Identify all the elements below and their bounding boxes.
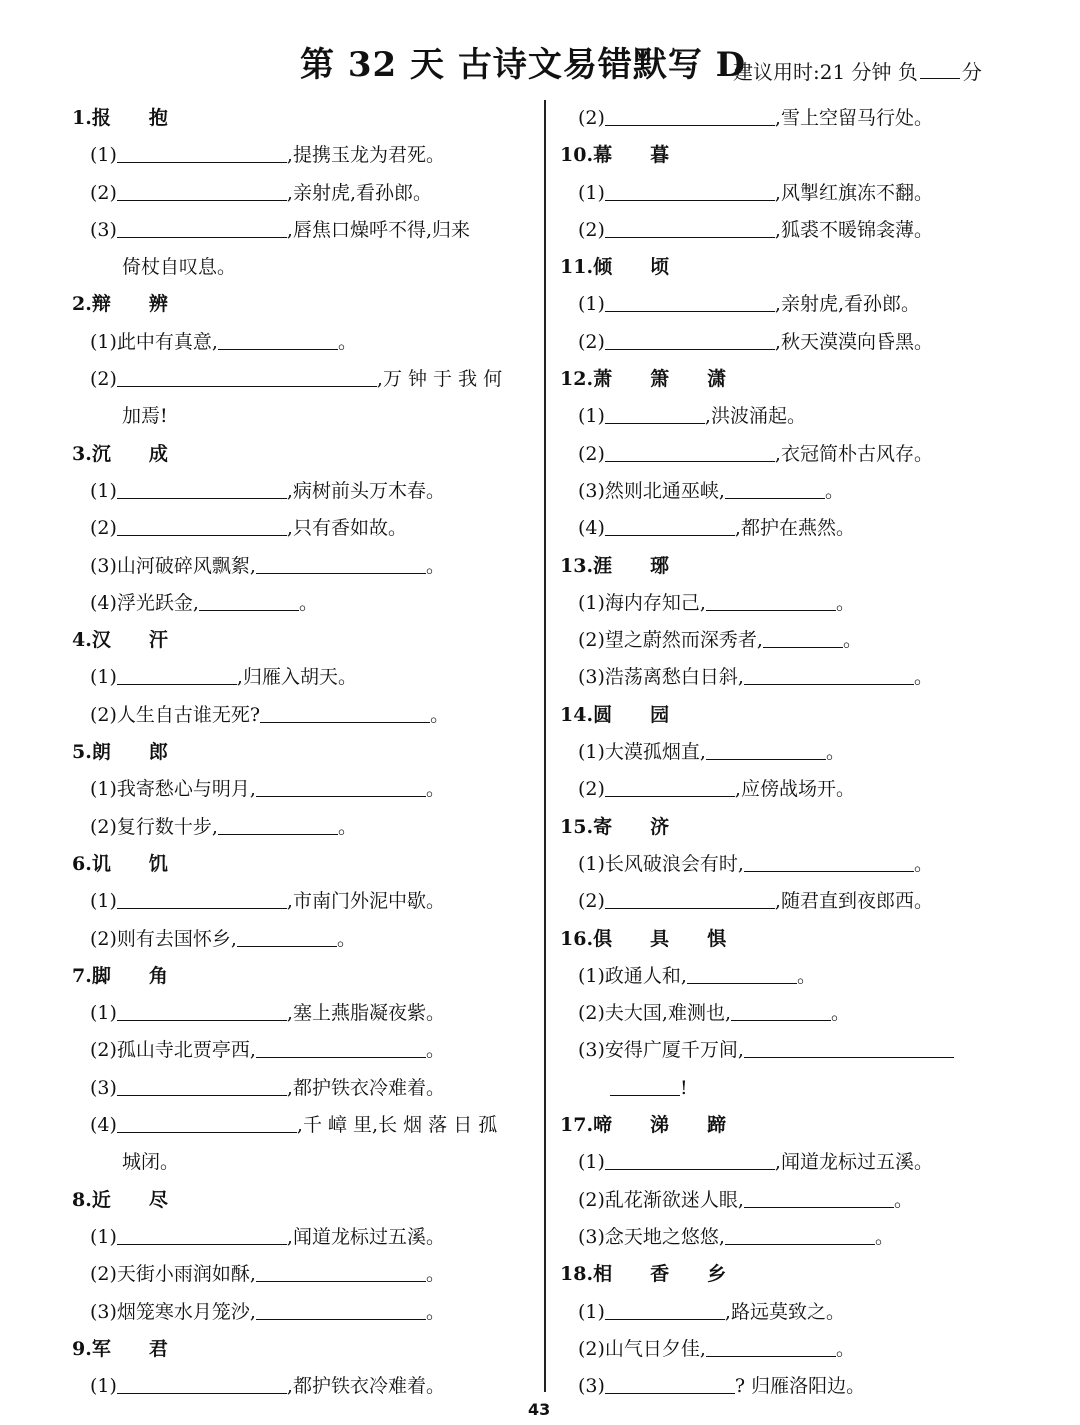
after-text: ,归雁入胡天。 bbox=[236, 666, 357, 689]
answer-blank[interactable] bbox=[687, 961, 797, 984]
after-text: ,衣冠简朴古风存。 bbox=[774, 442, 933, 465]
question-number: 11. bbox=[560, 256, 594, 279]
sub-question-label: (2)望之蔚然而深秀者, bbox=[578, 629, 763, 652]
sub-question bbox=[560, 1144, 1030, 1181]
question-number: 18. bbox=[560, 1263, 594, 1286]
sub-question-label: (4) bbox=[90, 1114, 117, 1137]
after-text: ,亲射虎,看孙郎。 bbox=[286, 181, 433, 204]
sub-question bbox=[560, 883, 1030, 920]
confusable-char: 暮 bbox=[650, 144, 670, 167]
question-number: 13. bbox=[560, 554, 594, 577]
line-continuation bbox=[72, 249, 537, 286]
question-number: 7. bbox=[72, 964, 92, 987]
answer-blank[interactable] bbox=[605, 774, 735, 797]
sub-question-label: (4) bbox=[578, 517, 605, 540]
answer-blank[interactable] bbox=[706, 588, 836, 611]
after-text: 。 bbox=[425, 1039, 445, 1062]
after-text: ! bbox=[680, 1076, 688, 1099]
sub-question bbox=[560, 175, 1030, 212]
after-text: 。 bbox=[425, 554, 445, 577]
sub-question-label: (1) bbox=[90, 890, 117, 913]
question-heading bbox=[72, 958, 537, 995]
sub-question-label: (2)人生自古谁无死? bbox=[90, 703, 261, 726]
question-heading bbox=[72, 1182, 537, 1219]
answer-blank[interactable] bbox=[218, 812, 338, 835]
answer-blank[interactable] bbox=[605, 1297, 725, 1320]
confusable-char: 抱 bbox=[148, 107, 168, 129]
sub-question-label: (1)我寄愁心与明月, bbox=[90, 778, 256, 801]
question-number: 2. bbox=[72, 293, 92, 316]
question-heading bbox=[560, 548, 1030, 585]
answer-blank[interactable] bbox=[605, 439, 775, 462]
sub-question bbox=[560, 100, 1030, 137]
question-number: 12. bbox=[560, 368, 594, 391]
sub-question bbox=[560, 995, 1030, 1032]
confusable-char: 潇 bbox=[707, 368, 727, 391]
answer-blank[interactable] bbox=[256, 551, 426, 574]
page-title: 第 32 天 古诗文易错默写 D bbox=[300, 45, 747, 85]
sub-question-label: (2) bbox=[578, 442, 605, 465]
sub-question bbox=[560, 1182, 1030, 1219]
after-text: 。 bbox=[913, 666, 933, 689]
sub-question bbox=[72, 883, 537, 920]
answer-blank[interactable] bbox=[605, 289, 775, 312]
question-heading bbox=[72, 622, 537, 659]
question-heading bbox=[560, 1107, 1030, 1144]
confusable-char: 沉 bbox=[91, 442, 111, 465]
after-text: ,闻道龙标过五溪。 bbox=[286, 1225, 445, 1248]
after-text: 。 bbox=[336, 927, 356, 950]
sub-question bbox=[72, 585, 537, 622]
question-number: 16. bbox=[560, 927, 594, 950]
after-text: ,塞上燕脂凝夜紫。 bbox=[286, 1002, 445, 1025]
continuation-text: 加焉! bbox=[122, 405, 168, 428]
sub-question-label: (2)夫大国,难测也, bbox=[578, 1002, 731, 1025]
sub-question bbox=[72, 1107, 537, 1144]
sub-question bbox=[72, 473, 537, 510]
after-text: 。 bbox=[425, 1300, 445, 1323]
sub-question-label: (2)乱花渐欲迷人眼, bbox=[578, 1188, 744, 1211]
sub-question bbox=[560, 1032, 1030, 1069]
sub-question-label: (2) bbox=[578, 107, 605, 129]
confusable-char: 相 bbox=[593, 1263, 613, 1286]
sub-question bbox=[560, 659, 1030, 696]
sub-question-label: (1)此中有真意, bbox=[90, 330, 218, 353]
score-suffix: 分 bbox=[961, 60, 982, 84]
answer-blank[interactable] bbox=[117, 1222, 287, 1245]
sub-question-label: (1) bbox=[90, 479, 117, 502]
sub-question bbox=[72, 324, 537, 361]
confusable-char: 军 bbox=[91, 1337, 111, 1360]
sub-question-label: (2)复行数十步, bbox=[90, 815, 218, 838]
confusable-char: 讥 bbox=[91, 852, 111, 875]
after-text: 。 bbox=[835, 591, 855, 614]
sub-question bbox=[560, 212, 1030, 249]
after-text: ,秋天漠漠向昏黑。 bbox=[774, 330, 933, 353]
answer-blank[interactable] bbox=[256, 774, 426, 797]
answer-blank[interactable] bbox=[117, 998, 287, 1021]
sub-question bbox=[72, 697, 537, 734]
answer-blank[interactable] bbox=[256, 1259, 426, 1282]
sub-question bbox=[560, 473, 1030, 510]
sub-question-label: (1) bbox=[578, 1300, 605, 1323]
after-text: ,风掣红旗冻不翻。 bbox=[774, 181, 933, 204]
sub-question-label: (1)长风破浪会有时, bbox=[578, 852, 744, 875]
sub-question-label: (1) bbox=[90, 144, 117, 167]
sub-question bbox=[72, 1219, 537, 1256]
answer-blank[interactable] bbox=[117, 1371, 287, 1394]
confusable-char: 朗 bbox=[91, 741, 111, 764]
answer-blank[interactable] bbox=[117, 476, 287, 499]
sub-question bbox=[560, 958, 1030, 995]
sub-question bbox=[560, 1294, 1030, 1331]
after-text: ,应傍战场开。 bbox=[734, 778, 855, 801]
sub-question-label: (2)天街小雨润如酥, bbox=[90, 1263, 256, 1286]
title-meta bbox=[733, 56, 982, 87]
question-number: 6. bbox=[72, 852, 92, 875]
confusable-char: 脚 bbox=[91, 964, 111, 987]
confusable-char: 郎 bbox=[148, 741, 168, 764]
confusable-char: 香 bbox=[650, 1263, 670, 1286]
sub-question bbox=[72, 1294, 537, 1331]
sub-question bbox=[72, 1368, 537, 1405]
line-continuation bbox=[72, 398, 537, 435]
confusable-char: 辨 bbox=[148, 293, 168, 316]
after-text: ,洪波涌起。 bbox=[704, 405, 806, 428]
sub-question bbox=[72, 659, 537, 696]
sub-question-label: (1) bbox=[90, 1225, 117, 1248]
sub-question bbox=[72, 771, 537, 808]
left-column bbox=[72, 100, 537, 1405]
answer-blank[interactable] bbox=[260, 700, 430, 723]
after-text: 。 bbox=[824, 479, 844, 502]
question-heading bbox=[72, 436, 537, 473]
question-heading bbox=[72, 846, 537, 883]
after-text: ,唇焦口燥呼不得,归来 bbox=[286, 218, 471, 241]
sub-question-label: (1) bbox=[90, 666, 117, 689]
sub-question bbox=[72, 510, 537, 547]
answer-blank[interactable] bbox=[117, 1110, 297, 1133]
question-heading bbox=[72, 100, 537, 137]
sub-question-label: (1) bbox=[578, 1151, 605, 1174]
after-text: ,雪上空留马行处。 bbox=[774, 107, 933, 129]
answer-blank[interactable] bbox=[763, 625, 843, 648]
answer-blank[interactable] bbox=[731, 998, 831, 1021]
sub-question bbox=[72, 137, 537, 174]
answer-blank[interactable] bbox=[256, 1297, 426, 1320]
after-text: 。 bbox=[796, 964, 816, 987]
answer-blank[interactable] bbox=[744, 1035, 954, 1058]
sub-question-label: (1) bbox=[578, 181, 605, 204]
question-number: 4. bbox=[72, 629, 92, 652]
continuation-text: 城闭。 bbox=[122, 1151, 180, 1174]
sub-question-label: (3)念天地之悠悠, bbox=[578, 1225, 725, 1248]
question-number: 17. bbox=[560, 1114, 594, 1137]
confusable-char: 涯 bbox=[593, 554, 613, 577]
answer-blank[interactable] bbox=[117, 364, 377, 387]
after-text: 。 bbox=[337, 815, 357, 838]
question-number: 10. bbox=[560, 144, 594, 167]
answer-blank[interactable] bbox=[744, 662, 914, 685]
answer-blank[interactable] bbox=[218, 327, 338, 350]
sub-question-label: (1) bbox=[578, 405, 605, 428]
sub-question bbox=[72, 809, 537, 846]
confusable-char: 辩 bbox=[91, 293, 111, 316]
sub-question bbox=[560, 1331, 1030, 1368]
sub-question bbox=[560, 1368, 1030, 1405]
after-text: ,亲射虎,看孙郎。 bbox=[774, 293, 921, 316]
confusable-char: 角 bbox=[148, 964, 168, 987]
sub-question-label: (2) bbox=[90, 368, 117, 391]
answer-blank[interactable] bbox=[605, 513, 735, 536]
after-text: 。 bbox=[298, 591, 318, 614]
sub-question-label: (2) bbox=[578, 778, 605, 801]
answer-blank[interactable] bbox=[605, 886, 775, 909]
question-heading bbox=[560, 361, 1030, 398]
confusable-char: 具 bbox=[650, 927, 670, 950]
answer-blank[interactable] bbox=[605, 401, 705, 424]
question-heading bbox=[560, 1256, 1030, 1293]
score-prefix: 负 bbox=[897, 60, 918, 84]
confusable-char: 寄 bbox=[593, 815, 613, 838]
page-number: 43 bbox=[528, 1400, 551, 1419]
question-number: 1. bbox=[72, 107, 92, 129]
confusable-char: 蹄 bbox=[707, 1114, 727, 1137]
confusable-char: 啼 bbox=[593, 1114, 613, 1137]
after-text: ,都护铁衣冷难着。 bbox=[286, 1375, 445, 1398]
confusable-char: 乡 bbox=[707, 1263, 727, 1286]
sub-question-label: (1)政通人和, bbox=[578, 964, 687, 987]
sub-question bbox=[560, 398, 1030, 435]
sub-question-label: (2)则有去国怀乡, bbox=[90, 927, 237, 950]
sub-question-label: (2) bbox=[90, 181, 117, 204]
sub-question-label: (1)大漠孤烟直, bbox=[578, 741, 706, 764]
sub-question bbox=[560, 622, 1030, 659]
sub-question bbox=[560, 846, 1030, 883]
after-text: ,路远莫致之。 bbox=[724, 1300, 845, 1323]
confusable-char: 饥 bbox=[148, 852, 168, 875]
sub-question-label: (1)海内存知己, bbox=[578, 591, 706, 614]
after-text: 。 bbox=[842, 629, 862, 652]
confusable-char: 倾 bbox=[593, 256, 613, 279]
question-heading bbox=[560, 921, 1030, 958]
answer-blank[interactable] bbox=[605, 1147, 775, 1170]
confusable-char: 园 bbox=[650, 703, 670, 726]
after-text: 。 bbox=[835, 1337, 855, 1360]
question-heading bbox=[72, 1331, 537, 1368]
answer-blank[interactable] bbox=[117, 215, 287, 238]
answer-blank[interactable] bbox=[117, 662, 237, 685]
question-heading bbox=[560, 249, 1030, 286]
after-text: ,都护铁衣冷难着。 bbox=[286, 1076, 445, 1099]
suggested-time: 建议用时:21 分钟 bbox=[733, 60, 892, 84]
sub-question-label: (1) bbox=[578, 293, 605, 316]
sub-question bbox=[560, 771, 1030, 808]
after-text: ,千 嶂 里,长 烟 落 日 孤 bbox=[296, 1114, 498, 1137]
confusable-char: 君 bbox=[148, 1337, 168, 1360]
answer-blank[interactable] bbox=[117, 513, 287, 536]
confusable-char: 圆 bbox=[593, 703, 613, 726]
question-heading bbox=[72, 286, 537, 323]
confusable-char: 惧 bbox=[707, 927, 727, 950]
sub-question-label: (2)孤山寺北贾亭西, bbox=[90, 1039, 256, 1062]
sub-question bbox=[560, 436, 1030, 473]
after-text: 。 bbox=[913, 852, 933, 875]
question-heading bbox=[560, 697, 1030, 734]
sub-question-label: (3)烟笼寒水月笼沙, bbox=[90, 1300, 256, 1323]
sub-question bbox=[72, 548, 537, 585]
after-text: ,万 钟 于 我 何 bbox=[376, 368, 503, 391]
sub-question-label: (1) bbox=[90, 1002, 117, 1025]
confusable-char: 济 bbox=[650, 815, 670, 838]
sub-question-label: (2) bbox=[578, 890, 605, 913]
line-continuation bbox=[72, 1144, 537, 1181]
answer-blank[interactable] bbox=[605, 327, 775, 350]
answer-blank[interactable] bbox=[117, 886, 287, 909]
continuation-text: 倚杖自叹息。 bbox=[122, 256, 237, 279]
sub-question-label: (3) bbox=[578, 1375, 605, 1398]
sub-question-label: (1) bbox=[90, 1375, 117, 1398]
confusable-char: 萧 bbox=[593, 368, 613, 391]
answer-blank[interactable] bbox=[117, 1073, 287, 1096]
confusable-char: 汉 bbox=[91, 629, 111, 652]
confusable-char: 顷 bbox=[650, 256, 670, 279]
sub-question-label: (2) bbox=[578, 330, 605, 353]
after-text: ,市南门外泥中歇。 bbox=[286, 890, 445, 913]
after-text: ,随君直到夜郎西。 bbox=[774, 890, 933, 913]
sub-question bbox=[560, 734, 1030, 771]
after-text: 。 bbox=[337, 330, 357, 353]
after-text: 。 bbox=[425, 778, 445, 801]
answer-blank[interactable] bbox=[605, 103, 775, 126]
sub-question bbox=[72, 361, 537, 398]
answer-blank[interactable] bbox=[706, 1334, 836, 1357]
answer-blank[interactable] bbox=[605, 215, 775, 238]
confusable-char: 近 bbox=[91, 1188, 111, 1211]
page-header bbox=[0, 42, 1080, 92]
answer-blank[interactable] bbox=[725, 476, 825, 499]
sub-question bbox=[72, 175, 537, 212]
sub-question-label: (2)山气日夕佳, bbox=[578, 1337, 706, 1360]
confusable-char: 箫 bbox=[650, 368, 670, 391]
sub-question bbox=[72, 995, 537, 1032]
sub-question bbox=[72, 212, 537, 249]
sub-question-label: (4)浮光跃金, bbox=[90, 591, 199, 614]
sub-question-label: (3)然则北通巫峡, bbox=[578, 479, 725, 502]
after-text: ,狐裘不暖锦衾薄。 bbox=[774, 218, 933, 241]
question-heading bbox=[72, 734, 537, 771]
sub-question bbox=[560, 510, 1030, 547]
confusable-char: 报 bbox=[91, 107, 111, 129]
answer-blank[interactable] bbox=[256, 1035, 426, 1058]
after-text: 。 bbox=[425, 1263, 445, 1286]
question-heading bbox=[560, 137, 1030, 174]
confusable-char: 俱 bbox=[593, 927, 613, 950]
sub-question bbox=[560, 324, 1030, 361]
column-divider bbox=[544, 100, 546, 1392]
sub-question bbox=[72, 1256, 537, 1293]
sub-question bbox=[72, 1070, 537, 1107]
after-text: ,都护在燕然。 bbox=[734, 517, 855, 540]
sub-question bbox=[72, 921, 537, 958]
after-text: ,只有香如故。 bbox=[286, 517, 407, 540]
sub-question-label: (3) bbox=[90, 218, 117, 241]
sub-question-label: (2) bbox=[578, 218, 605, 241]
after-text: 。 bbox=[825, 741, 845, 764]
sub-question bbox=[560, 585, 1030, 622]
answer-blank[interactable] bbox=[725, 1222, 875, 1245]
question-number: 14. bbox=[560, 703, 594, 726]
after-text: 。 bbox=[893, 1188, 913, 1211]
question-number: 3. bbox=[72, 442, 92, 465]
answer-blank[interactable] bbox=[744, 1185, 894, 1208]
answer-blank[interactable] bbox=[605, 1371, 735, 1394]
question-number: 5. bbox=[72, 741, 92, 764]
answer-blank[interactable] bbox=[744, 849, 914, 872]
line-continuation bbox=[560, 1070, 1030, 1107]
after-text: ? 归雁洛阳边。 bbox=[734, 1375, 866, 1398]
after-text: ,提携玉龙为君死。 bbox=[286, 144, 445, 167]
sub-question-label: (3)浩荡离愁白日斜, bbox=[578, 666, 744, 689]
question-number: 8. bbox=[72, 1188, 92, 1211]
question-number: 15. bbox=[560, 815, 594, 838]
after-text: ,病树前头万木春。 bbox=[286, 479, 445, 502]
answer-blank[interactable] bbox=[199, 588, 299, 611]
right-column bbox=[560, 100, 1030, 1405]
confusable-char: 尽 bbox=[148, 1188, 168, 1211]
answer-blank[interactable] bbox=[117, 178, 287, 201]
confusable-char: 汗 bbox=[148, 629, 168, 652]
confusable-char: 成 bbox=[148, 442, 168, 465]
sub-question bbox=[560, 286, 1030, 323]
answer-blank[interactable] bbox=[237, 924, 337, 947]
question-number: 9. bbox=[72, 1337, 92, 1360]
confusable-char: 涕 bbox=[650, 1114, 670, 1137]
sub-question bbox=[560, 1219, 1030, 1256]
after-text: 。 bbox=[430, 703, 450, 726]
sub-question-label: (3)山河破碎风飘絮, bbox=[90, 554, 256, 577]
score-blank[interactable] bbox=[920, 56, 960, 79]
after-text: ,闻道龙标过五溪。 bbox=[774, 1151, 933, 1174]
sub-question bbox=[72, 1032, 537, 1069]
after-text: 。 bbox=[874, 1225, 894, 1248]
answer-blank[interactable] bbox=[706, 737, 826, 760]
sub-question-label: (3)安得广厦千万间, bbox=[578, 1039, 744, 1062]
answer-blank[interactable] bbox=[610, 1073, 680, 1096]
after-text: 。 bbox=[831, 1002, 851, 1025]
sub-question-label: (2) bbox=[90, 517, 117, 540]
question-heading bbox=[560, 809, 1030, 846]
confusable-char: 幕 bbox=[593, 144, 613, 167]
confusable-char: 琊 bbox=[650, 554, 670, 577]
sub-question-label: (3) bbox=[90, 1076, 117, 1099]
answer-blank[interactable] bbox=[117, 140, 287, 163]
answer-blank[interactable] bbox=[605, 178, 775, 201]
